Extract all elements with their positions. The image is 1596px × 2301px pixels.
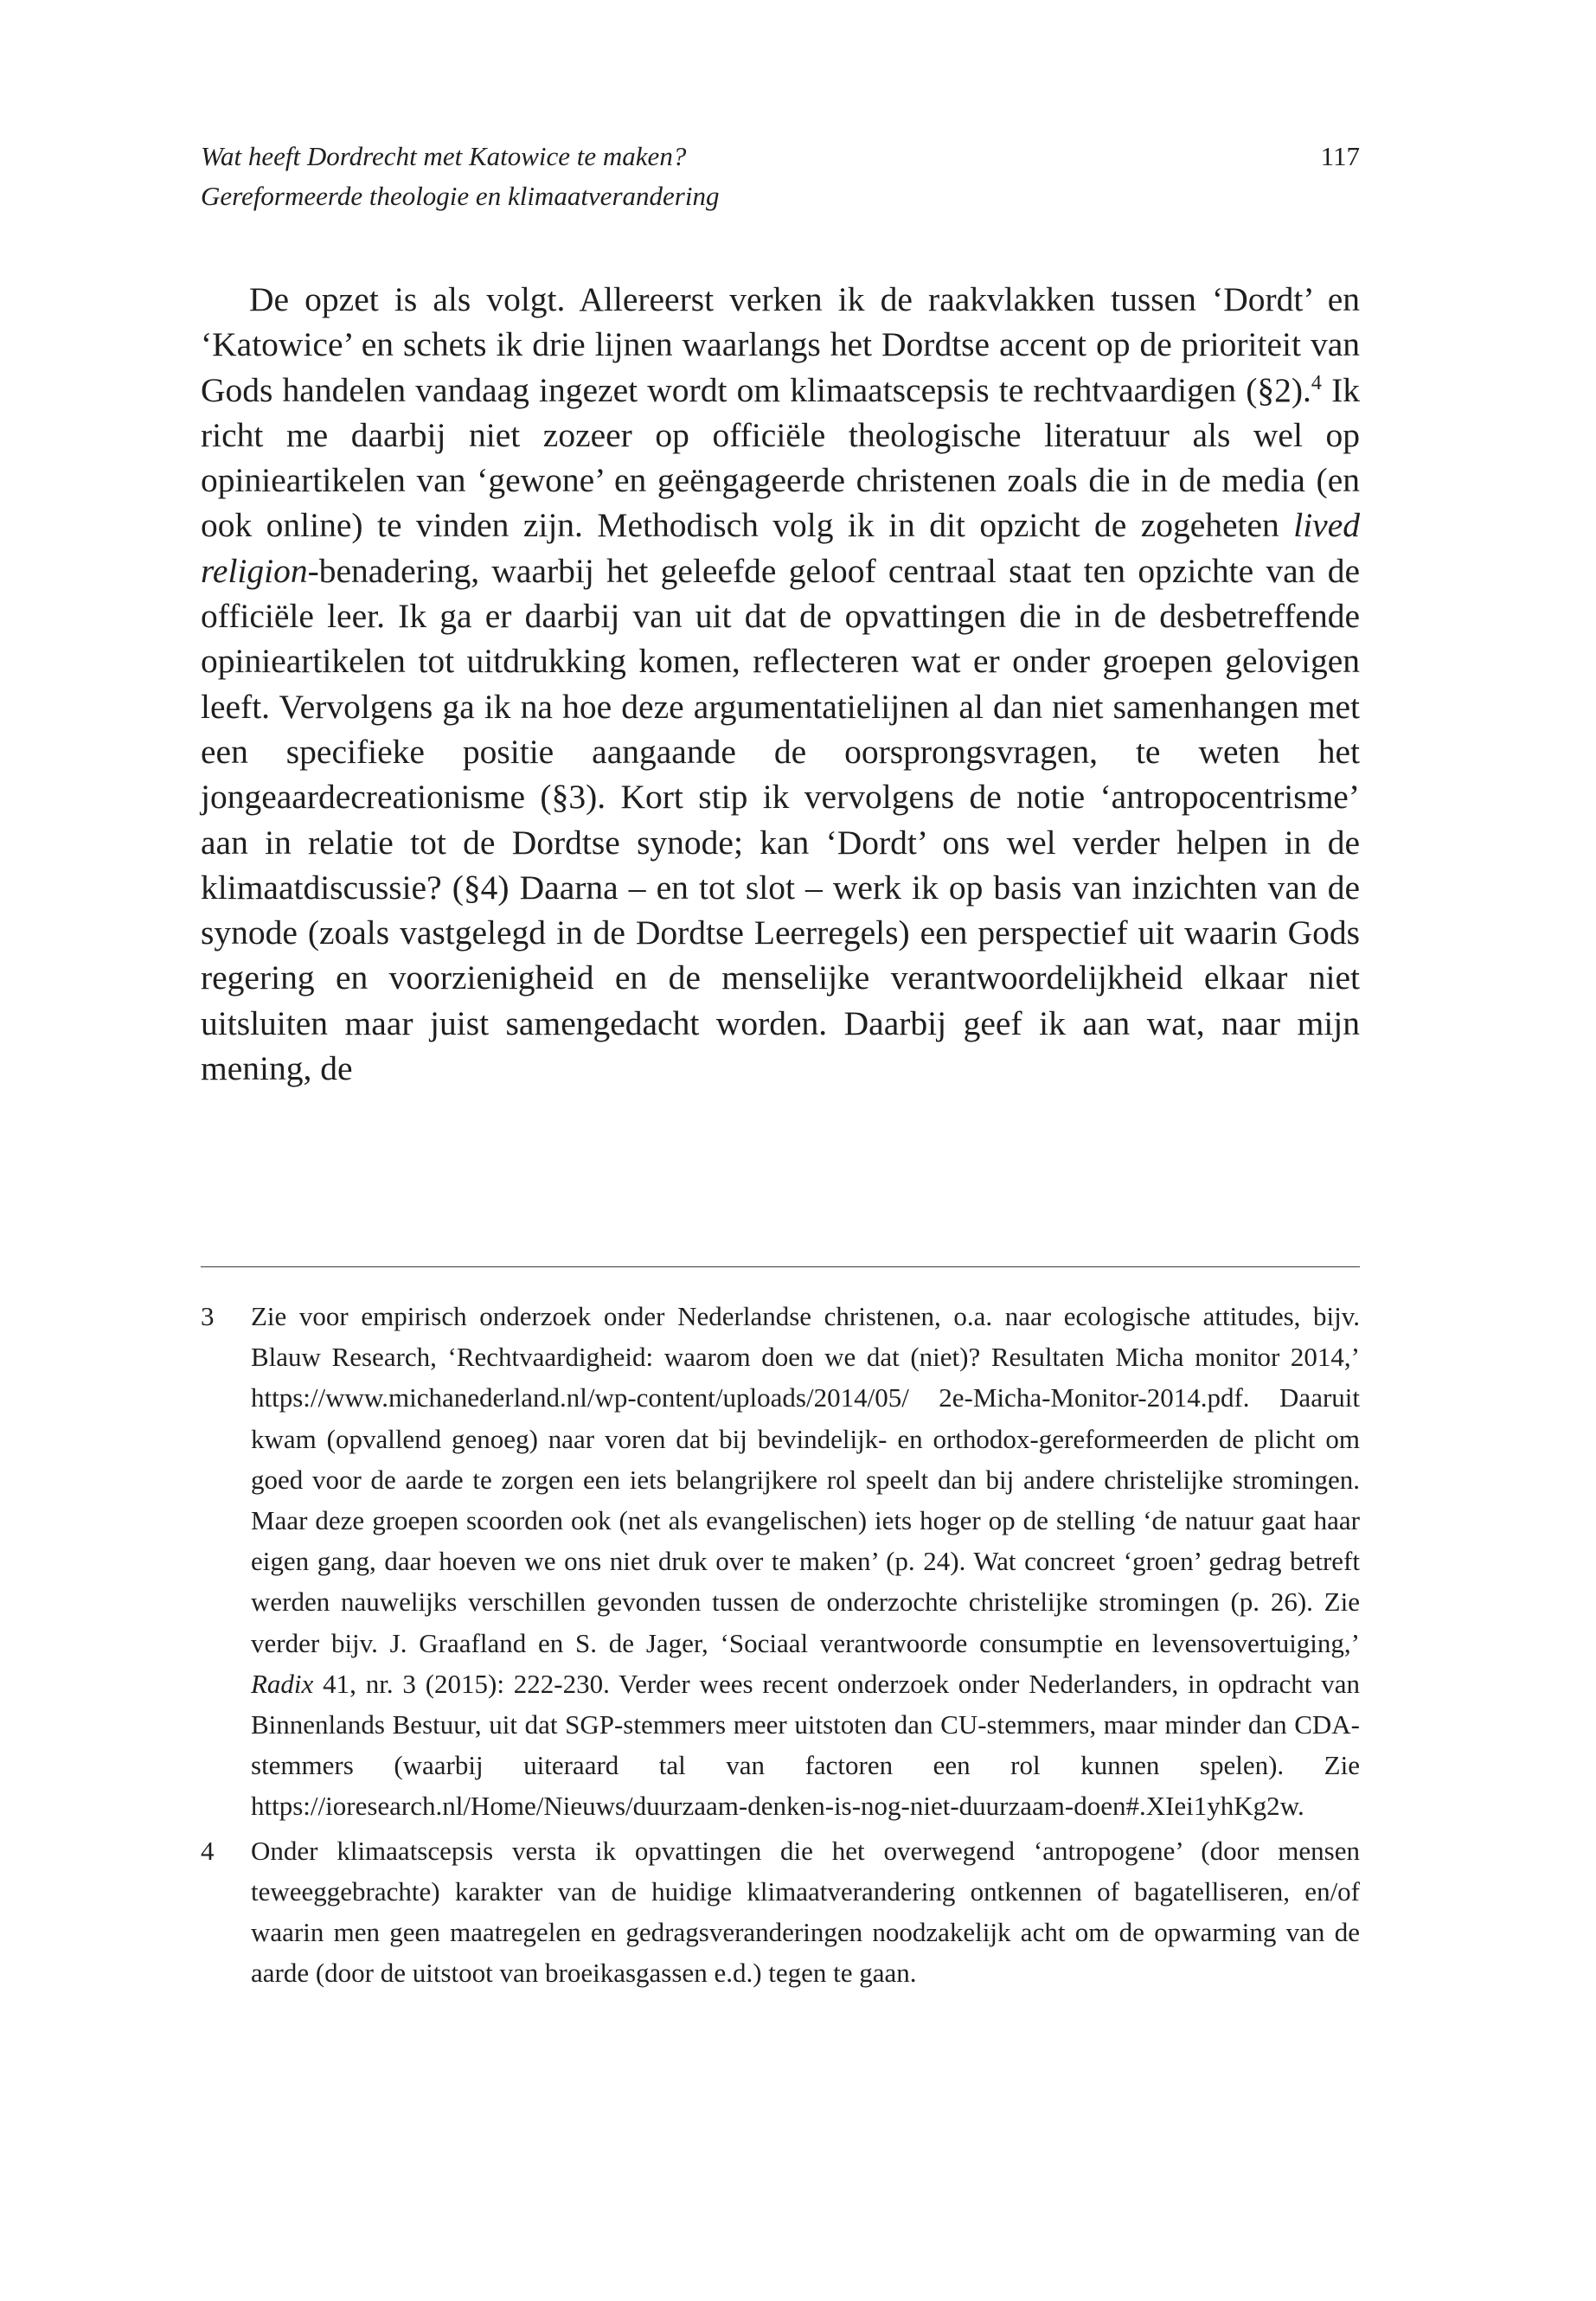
body-paragraph — [201, 277, 1360, 1091]
footnote-3 — [201, 1296, 1360, 1827]
running-title-line-2: Gereformeerde theologie en klimaatverandering — [201, 181, 720, 211]
footnote-divider — [201, 1266, 1360, 1267]
running-header — [201, 137, 1360, 216]
body-text-part-2: Ik richt me daarbij niet zozeer op officiële theologische literatuur als wel op opinieartikelen van ‘gewone’ en geëngageerde christenen zoals die in de media (en ook online) te vinden zijn. Methodisch volg ik in dit opzicht de zogeheten — [201, 370, 1360, 545]
italic-term: lived religion — [201, 506, 1360, 590]
footnote-italic: Radix — [251, 1668, 314, 1699]
running-title-line-1: Wat heeft Dordrecht met Katowice te maken? — [201, 141, 687, 171]
footnote-number: 3 — [201, 1301, 215, 1331]
footnotes-section — [201, 1296, 1360, 1997]
footnote-text: Zie voor empirisch onderzoek onder Nederlandse christenen, o.a. naar ecologische attitudes, bijv. Blauw Research, ‘Rechtvaardigheid: waarom doen we dat (niet)? Resultaten Micha monitor 2014,’ https://www.michanederland.nl/wp-content/uploads/2014/05/ 2e-Micha-Monitor-2014.pdf. Daaruit kwam (opvallend genoeg) naar voren dat bij bevindelijk- en orthodox-gereformeerden de plicht om goed voor de aarde te zorgen een iets belangrijkere rol speelt dan bij andere christelijke stromingen. Maar deze groepen scoorden ook (net als evangelischen) iets hoger op de stelling ‘de natuur gaat haar eigen gang, daar hoeven we ons niet druk over te maken’ (p. 24). Wat concreet ‘groen’ gedrag betreft werden nauwelijks verschillen gevonden tussen de onderzochte christelijke stromingen (p. 26). Zie verder bijv. J. Graafland en S. de Jager, ‘Sociaal verantwoorde consumptie en levensovertuiging,’ — [251, 1301, 1360, 1658]
body-text-part-3: -benadering, waarbij het geleefde geloof centraal staat ten opzichte van de officiële leer. Ik ga er daarbij van uit dat de opvattingen die in de desbetreffende opinieartikelen tot uitdrukking komen, reflecteren wat er onder groepen gelovigen leeft. Vervolgens ga ik na hoe deze argumentatielijnen al dan niet samenhangen met een specifieke positie aangaande de oorsprongsvragen, te weten het jongeaardecreationisme (§3). Kort stip ik vervolgens de notie ‘antropocentrisme’ aan in relatie tot de Dordtse synode; kan ‘Dordt’ ons wel verder helpen in de klimaatdiscussie? (§4) Daarna – en tot slot – werk ik op basis van inzichten van de synode (zoals vastgelegd in de Dordtse Leerregels) een perspectief uit waarin Gods regering en voorzienigheid en de menselijke verantwoordelijkheid elkaar niet uitsluiten maar juist samengedacht worden. Daarbij geef ik aan wat, naar mijn mening, de — [201, 551, 1360, 1088]
footnote-number: 4 — [201, 1835, 215, 1866]
footnote-text: Onder klimaatscepsis versta ik opvattingen die het overwegend ‘antropogene’ (door mensen teweeggebrachte) karakter van de huidige klimaatverandering ontkennen of bagatelliseren, en/of waarin men geen maatregelen en gedragsveranderingen noodzakelijk acht om de opwarming van de aarde (door de uitstoot van broeikasgassen e.d.) tegen te gaan. — [251, 1835, 1360, 1989]
footnote-reference[interactable]: 4 — [1311, 371, 1322, 394]
footnote-text-continued: 41, nr. 3 (2015): 222-230. Verder wees recent onderzoek onder Nederlanders, in opdracht van Binnenlands Bestuur, uit dat SGP-stemmers meer uitstoten dan CU-stemmers, maar minder dan CDA-stemmers (waarbij uiteraard tal van factoren een rol kunnen spelen). Zie https://ioresearch.nl/Home/Nieuws/duurzaam-denken-is-nog-niet-duurzaam-doen#.XIei1yhKg2w. — [251, 1668, 1360, 1822]
page-number: 117 — [1320, 141, 1360, 171]
footnote-4 — [201, 1830, 1360, 1994]
body-text-part-1: De opzet is als volgt. Allereerst verken ik de raakvlakken tussen ‘Dordt’ en ‘Katowice’ en schets ik drie lijnen waarlangs het Dordtse accent op de prioriteit van Gods handelen vandaag ingezet wordt om klimaatscepsis te rechtvaardigen (§2). — [201, 280, 1360, 409]
